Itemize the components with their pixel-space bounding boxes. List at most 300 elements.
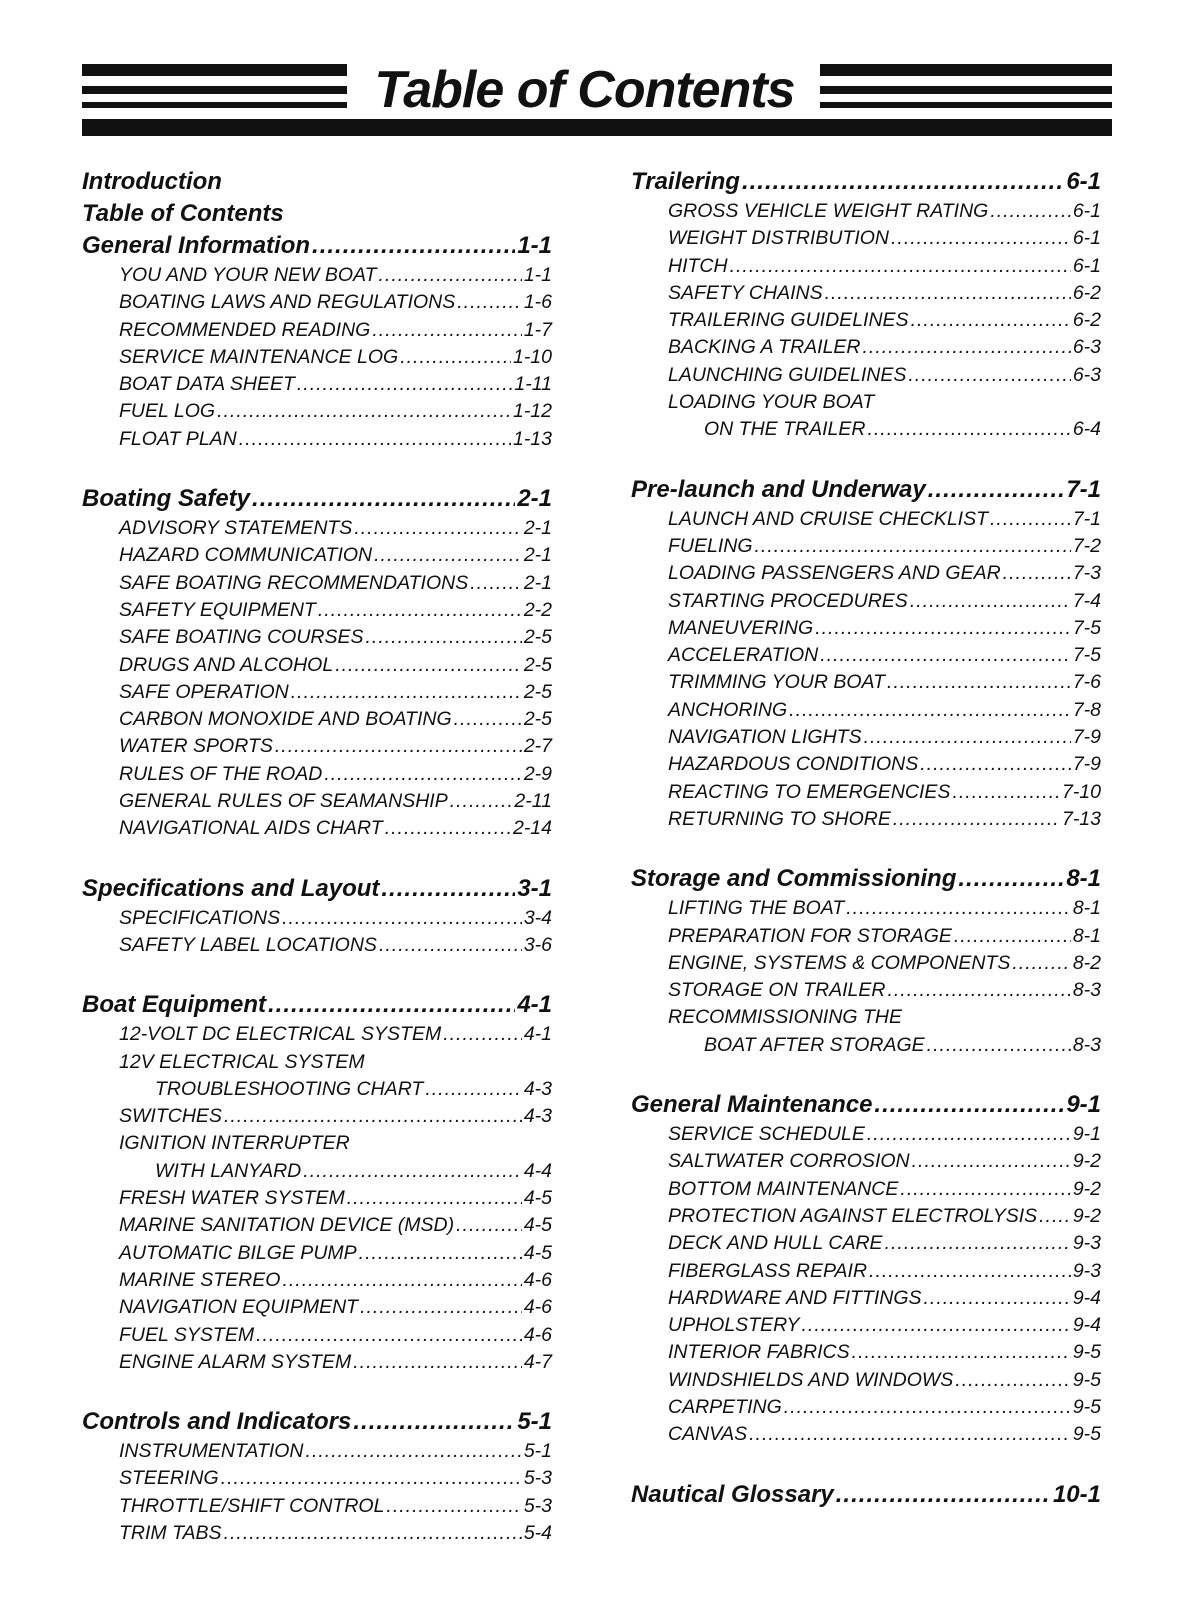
toc-section-page: 3-1 — [517, 874, 552, 902]
toc-item[interactable] — [82, 1465, 552, 1492]
dot-leader — [1003, 560, 1071, 587]
toc-item-page: 9-3 — [1072, 1232, 1101, 1255]
dot-leader — [379, 932, 522, 959]
toc-item-page: 3-4 — [523, 906, 552, 929]
toc-item-label: MARINE SANITATION DEVICE (MSD) — [119, 1214, 455, 1237]
dot-leader — [366, 624, 522, 651]
toc-item[interactable] — [631, 198, 1101, 225]
toc-section-entry[interactable] — [631, 474, 1101, 506]
dot-leader — [874, 1089, 1064, 1121]
toc-item-page: 7-13 — [1061, 807, 1101, 830]
toc-item-label: TRIM TABS — [119, 1521, 222, 1544]
toc-item-label: PROTECTION AGAINST ELECTROLYSIS — [668, 1204, 1038, 1227]
toc-item-label: BOAT DATA SHEET — [119, 373, 295, 396]
toc-item[interactable] — [631, 362, 1101, 389]
section-spacer — [82, 959, 552, 989]
toc-item[interactable] — [631, 923, 1101, 950]
toc-item[interactable] — [82, 426, 552, 453]
toc-item-page: 2-2 — [523, 598, 552, 621]
header-rule-right-top — [820, 64, 1112, 76]
toc-item[interactable] — [82, 597, 552, 624]
toc-item-label: WATER SPORTS — [119, 735, 273, 758]
toc-item-label: TRAILERING GUIDELINES — [668, 309, 909, 332]
toc-right-column — [631, 166, 1101, 1511]
toc-item[interactable] — [82, 1322, 552, 1349]
toc-item[interactable] — [82, 652, 552, 679]
dot-leader — [303, 1158, 522, 1185]
dot-leader — [928, 474, 1065, 506]
toc-item[interactable] — [82, 1493, 552, 1520]
dot-leader — [456, 1212, 522, 1239]
toc-item[interactable] — [82, 371, 552, 398]
toc-item[interactable] — [631, 779, 1101, 806]
header-rule-left-middle — [82, 86, 347, 94]
toc-item[interactable] — [631, 334, 1101, 361]
toc-item[interactable] — [82, 788, 552, 815]
toc-section-title: Specifications and Layout — [82, 874, 380, 902]
toc-item-label: 12-VOLT DC ELECTRICAL SYSTEM — [119, 1023, 442, 1046]
dot-leader — [836, 1479, 1051, 1511]
dot-leader — [282, 905, 522, 932]
toc-item-page: 5-3 — [523, 1494, 552, 1517]
dot-leader — [846, 895, 1071, 922]
toc-section-page: 4-1 — [517, 991, 552, 1019]
toc-item-label: YOU AND YOUR NEW BOAT — [119, 264, 377, 286]
toc-item[interactable] — [82, 515, 552, 542]
dot-leader — [425, 1076, 521, 1103]
toc-section-title: General Information — [82, 232, 311, 259]
toc-item-label: SAFE BOATING COURSES — [119, 626, 364, 649]
header-rule-right-bottom — [820, 102, 1112, 108]
toc-item[interactable] — [82, 624, 552, 651]
toc-left-column — [82, 166, 552, 1547]
toc-item-label: BOAT AFTER STORAGE — [704, 1033, 925, 1056]
toc-item-page: 2-5 — [523, 680, 552, 703]
toc-item-label: SERVICE MAINTENANCE LOG — [119, 345, 399, 368]
toc-section-title: Boating Safety — [82, 485, 251, 513]
dot-leader — [324, 761, 521, 788]
toc-item-page: 9-5 — [1072, 1368, 1101, 1391]
toc-item-continuation[interactable] — [631, 1032, 1101, 1059]
toc-item[interactable] — [631, 1230, 1101, 1257]
toc-item-label: FLOAT PLAN — [119, 427, 237, 450]
dot-leader — [852, 1339, 1071, 1366]
toc-item-page: 2-5 — [523, 626, 552, 649]
section-spacer — [82, 453, 552, 483]
toc-section-title: Controls and Indicators — [82, 1408, 352, 1436]
toc-item-page: 2-11 — [514, 790, 552, 813]
toc-item-label: BOATING LAWS AND REGULATIONS — [119, 291, 456, 314]
toc-item-label: AUTOMATIC BILGE PUMP — [119, 1241, 357, 1264]
toc-item-page: 7-9 — [1072, 726, 1101, 749]
toc-item[interactable] — [631, 615, 1101, 642]
toc-item[interactable] — [631, 1339, 1101, 1366]
toc-section-title: Nautical Glossary — [631, 1480, 834, 1508]
toc-item[interactable] — [631, 669, 1101, 696]
toc-section-page: 7-1 — [1066, 475, 1101, 503]
dot-leader — [306, 1438, 522, 1465]
dot-leader — [749, 1421, 1071, 1448]
toc-item-page: 6-3 — [1072, 336, 1101, 359]
toc-item-page: 4-5 — [523, 1241, 552, 1264]
toc-item-page: 7-5 — [1072, 644, 1101, 667]
toc-item[interactable] — [82, 542, 552, 569]
dot-leader — [952, 779, 1060, 806]
toc-item-label: STEERING — [119, 1467, 219, 1490]
toc-item[interactable] — [82, 1294, 552, 1321]
toc-item-page: 9-5 — [1072, 1341, 1101, 1364]
dot-leader — [443, 1021, 522, 1048]
toc-item-page: 6-1 — [1072, 254, 1101, 277]
toc-item-label: SERVICE SCHEDULE — [668, 1123, 865, 1146]
toc-section-entry[interactable] — [82, 230, 552, 262]
toc-item-label: HITCH — [668, 254, 728, 277]
toc-item-page: 6-4 — [1072, 418, 1101, 441]
dot-leader — [353, 1349, 522, 1376]
toc-item[interactable] — [631, 1367, 1101, 1394]
header-rule-left-bottom — [82, 102, 347, 108]
toc-item-label: LAUNCHING GUIDELINES — [668, 363, 907, 386]
dot-leader — [927, 1032, 1071, 1059]
toc-item-page: 4-5 — [523, 1187, 552, 1210]
toc-item-label: SAFETY EQUIPMENT — [119, 598, 316, 621]
toc-section-page: 8-1 — [1066, 865, 1101, 893]
toc-section-title: General Maintenance — [631, 1091, 873, 1119]
toc-item-label: ADVISORY STATEMENTS — [119, 517, 353, 540]
dot-leader — [1039, 1203, 1071, 1230]
toc-item[interactable] — [82, 815, 552, 842]
toc-item-label: RULES OF THE ROAD — [119, 762, 323, 785]
toc-item-page: 1-1 — [523, 264, 552, 286]
toc-item[interactable] — [631, 1312, 1101, 1339]
toc-item[interactable] — [631, 806, 1101, 833]
toc-item[interactable] — [82, 1240, 552, 1267]
toc-item[interactable] — [82, 317, 552, 344]
toc-item-page: 7-2 — [1072, 534, 1101, 557]
section-spacer — [631, 444, 1101, 474]
toc-section-title: Boat Equipment — [82, 991, 266, 1019]
toc-item-page: 2-9 — [523, 762, 552, 785]
dot-leader — [887, 977, 1070, 1004]
toc-item-label: UPHOLSTERY — [668, 1314, 800, 1337]
toc-item-label: WINDSHIELDS AND WINDOWS — [668, 1368, 954, 1391]
dot-leader — [217, 398, 511, 425]
dot-leader — [742, 166, 1064, 198]
toc-item[interactable]: IGNITION INTERRUPTER — [119, 1132, 350, 1155]
dot-leader — [381, 873, 515, 905]
toc-item-page: 6-1 — [1072, 227, 1101, 250]
toc-item[interactable] — [631, 642, 1101, 669]
dot-leader — [867, 416, 1070, 443]
toc-item-label: STARTING PROCEDURES — [668, 589, 908, 612]
toc-item[interactable] — [82, 761, 552, 788]
toc-item[interactable] — [82, 932, 552, 959]
toc-item-label: SAFETY LABEL LOCATIONS — [119, 933, 377, 956]
toc-item-page: 9-5 — [1072, 1395, 1101, 1418]
toc-item-page: 2-5 — [523, 653, 552, 676]
dot-leader — [359, 1240, 522, 1267]
dot-leader — [990, 198, 1070, 225]
toc-item-continuation[interactable] — [82, 1158, 552, 1185]
toc-item-label: WITH LANYARD — [155, 1159, 302, 1182]
toc-item[interactable]: 12V ELECTRICAL SYSTEM — [119, 1050, 365, 1073]
toc-item-label: SAFETY CHAINS — [668, 281, 823, 304]
toc-item[interactable] — [82, 262, 552, 289]
toc-item-label: INSTRUMENTATION — [119, 1440, 304, 1463]
toc-section-page: 10-1 — [1052, 1480, 1101, 1508]
dot-leader — [820, 642, 1071, 669]
dot-leader — [891, 225, 1071, 252]
toc-item-label: FUELING — [668, 534, 753, 557]
toc-item-label: PREPARATION FOR STORAGE — [668, 924, 952, 947]
toc-item-page: 7-3 — [1072, 562, 1101, 585]
toc-item[interactable] — [82, 1185, 552, 1212]
toc-item[interactable] — [631, 697, 1101, 724]
toc-item-label: LOADING PASSENGERS AND GEAR — [668, 562, 1001, 585]
toc-item[interactable] — [631, 1258, 1101, 1285]
dot-leader — [893, 806, 1060, 833]
toc-section-entry[interactable] — [82, 483, 552, 515]
toc-item-page: 8-3 — [1072, 979, 1101, 1002]
toc-item-label: MANEUVERING — [668, 616, 814, 639]
dot-leader — [920, 751, 1071, 778]
toc-item[interactable] — [82, 1520, 552, 1547]
toc-item-label: FUEL SYSTEM — [119, 1323, 255, 1346]
toc-item-page: 9-2 — [1072, 1177, 1101, 1200]
toc-item-page: 1-13 — [512, 427, 552, 450]
dot-leader — [863, 334, 1071, 361]
toc-item-label: ACCELERATION — [668, 644, 819, 667]
dot-leader — [801, 1312, 1070, 1339]
toc-item[interactable] — [82, 570, 552, 597]
dot-leader — [275, 733, 522, 760]
toc-item-page: 1-11 — [514, 373, 552, 396]
toc-item-label: HARDWARE AND FITTINGS — [668, 1286, 922, 1309]
dot-leader — [354, 515, 521, 542]
section-spacer — [631, 1059, 1101, 1089]
dot-leader — [224, 1103, 522, 1130]
dot-leader — [347, 1185, 522, 1212]
dot-leader — [911, 307, 1071, 334]
dot-leader — [825, 280, 1071, 307]
toc-item-continuation[interactable] — [82, 1076, 552, 1103]
toc-item[interactable] — [631, 280, 1101, 307]
toc-item-label: TRIMMING YOUR BOAT — [668, 671, 886, 694]
toc-item[interactable] — [82, 1021, 552, 1048]
toc-item[interactable] — [631, 506, 1101, 533]
toc-item-label: NAVIGATION LIGHTS — [668, 726, 862, 749]
toc-item[interactable] — [82, 905, 552, 932]
dot-leader — [291, 679, 522, 706]
dot-leader — [360, 1294, 522, 1321]
toc-item-page: 2-7 — [523, 735, 552, 758]
toc-item[interactable] — [82, 398, 552, 425]
toc-item-continuation[interactable] — [631, 416, 1101, 443]
toc-item[interactable] — [82, 706, 552, 733]
dot-leader — [374, 542, 522, 569]
toc-item-label: SWITCHES — [119, 1105, 222, 1128]
toc-item-page: 8-1 — [1072, 897, 1101, 920]
toc-item-page: 6-1 — [1072, 200, 1101, 222]
toc-item-label: DECK AND HULL CARE — [668, 1232, 883, 1255]
toc-item[interactable] — [631, 724, 1101, 751]
toc-item[interactable] — [631, 895, 1101, 922]
toc-item-page: 8-1 — [1072, 924, 1101, 947]
toc-item-page: 9-3 — [1072, 1259, 1101, 1282]
toc-item-page: 7-10 — [1061, 780, 1101, 803]
toc-item[interactable] — [631, 225, 1101, 252]
dot-leader — [450, 788, 513, 815]
toc-item[interactable] — [631, 533, 1101, 560]
toc-item-page: 9-5 — [1072, 1423, 1101, 1446]
toc-item[interactable] — [82, 1438, 552, 1465]
toc-item-label: FRESH WATER SYSTEM — [119, 1187, 345, 1210]
toc-item-label: CANVAS — [668, 1423, 748, 1446]
toc-item-label: HAZARD COMMUNICATION — [119, 544, 373, 567]
toc-item-page: 6-2 — [1072, 309, 1101, 332]
toc-item[interactable] — [631, 588, 1101, 615]
dot-leader — [268, 989, 515, 1021]
toc-item[interactable] — [631, 307, 1101, 334]
toc-section-entry[interactable] — [631, 863, 1101, 895]
toc-section-page: 6-1 — [1066, 168, 1101, 195]
toc-item-label: TROUBLESHOOTING CHART — [155, 1077, 424, 1100]
toc-section-heading[interactable]: Table of Contents — [82, 200, 284, 227]
dot-leader — [900, 1176, 1070, 1203]
toc-item-page: 6-3 — [1072, 363, 1101, 386]
toc-item-label: RETURNING TO SHORE — [668, 807, 891, 830]
toc-item-page: 7-1 — [1072, 507, 1101, 530]
toc-item-page: 4-6 — [523, 1296, 552, 1319]
dot-leader — [400, 344, 511, 371]
toc-section-entry[interactable] — [82, 873, 552, 905]
toc-item[interactable] — [631, 751, 1101, 778]
dot-leader — [221, 1465, 522, 1492]
toc-item-label: MARINE STEREO — [119, 1268, 281, 1291]
toc-item-page: 5-4 — [523, 1521, 552, 1544]
toc-item-page: 7-8 — [1072, 698, 1101, 721]
toc-item-label: STORAGE ON TRAILER — [668, 979, 886, 1002]
dot-leader — [470, 570, 522, 597]
dot-leader — [256, 1322, 522, 1349]
dot-leader — [784, 1394, 1071, 1421]
toc-section-page: 5-1 — [517, 1408, 552, 1436]
dot-leader — [318, 597, 522, 624]
dot-leader — [379, 262, 522, 289]
dot-leader — [239, 426, 511, 453]
toc-item-label: FIBERGLASS REPAIR — [668, 1259, 868, 1282]
toc-item-label: LAUNCH AND CRUISE CHECKLIST — [668, 507, 988, 530]
toc-section-heading[interactable]: Introduction — [82, 168, 222, 195]
toc-item-page: 7-6 — [1072, 671, 1101, 694]
toc-item-label: GENERAL RULES OF SEAMANSHIP — [119, 790, 448, 813]
toc-item-label: BOTTOM MAINTENANCE — [668, 1177, 899, 1200]
toc-item-page: 7-5 — [1072, 616, 1101, 639]
dot-leader — [924, 1285, 1071, 1312]
toc-item-label: NAVIGATION EQUIPMENT — [119, 1296, 359, 1319]
toc-item-page: 5-3 — [523, 1467, 552, 1490]
toc-item-label: SAFE BOATING RECOMMENDATIONS — [119, 571, 469, 594]
toc-item[interactable] — [82, 1267, 552, 1294]
toc-item-page: 1-6 — [523, 291, 552, 314]
dot-leader — [312, 230, 515, 262]
toc-item-page: 2-14 — [512, 817, 552, 840]
toc-section-entry[interactable] — [631, 1479, 1101, 1511]
toc-item-page: 7-9 — [1072, 753, 1101, 776]
toc-item-label: ENGINE ALARM SYSTEM — [119, 1350, 352, 1373]
header-rule-right-middle — [820, 86, 1112, 94]
toc-item-page: 4-6 — [523, 1323, 552, 1346]
toc-item[interactable] — [82, 1103, 552, 1130]
toc-section-entry[interactable] — [631, 1089, 1101, 1121]
toc-item-page: 1-10 — [512, 345, 552, 368]
dot-leader — [908, 362, 1070, 389]
dot-leader — [335, 652, 522, 679]
toc-item[interactable] — [82, 344, 552, 371]
toc-item-page: 4-7 — [523, 1350, 552, 1373]
toc-item-page: 4-5 — [523, 1214, 552, 1237]
toc-item-page: 9-2 — [1072, 1204, 1101, 1227]
toc-item[interactable] — [631, 1285, 1101, 1312]
toc-item[interactable] — [631, 560, 1101, 587]
toc-item[interactable]: RECOMMISSIONING THE — [668, 1006, 903, 1029]
page-header — [82, 61, 1112, 140]
toc-item-label: SPECIFICATIONS — [119, 906, 281, 929]
toc-item-page: 9-4 — [1072, 1286, 1101, 1309]
toc-item[interactable] — [631, 950, 1101, 977]
toc-item[interactable] — [82, 289, 552, 316]
toc-item[interactable] — [631, 1394, 1101, 1421]
toc-item[interactable] — [631, 253, 1101, 280]
toc-item[interactable] — [631, 1203, 1101, 1230]
toc-item[interactable] — [82, 733, 552, 760]
toc-section-entry[interactable] — [82, 1406, 552, 1438]
toc-item-page: 2-1 — [523, 517, 552, 540]
toc-item-page: 2-1 — [523, 544, 552, 567]
section-spacer — [82, 1376, 552, 1406]
dot-leader — [867, 1121, 1071, 1148]
toc-item-page: 4-3 — [523, 1077, 552, 1100]
toc-item-label: RECOMMENDED READING — [119, 318, 371, 341]
toc-item-label: THROTTLE/SHIFT CONTROL — [119, 1494, 385, 1517]
toc-item[interactable]: LOADING YOUR BOAT — [668, 391, 875, 414]
dot-leader — [454, 706, 522, 733]
toc-section-entry[interactable] — [82, 989, 552, 1021]
toc-section-title: Storage and Commissioning — [631, 865, 957, 893]
toc-item[interactable] — [631, 1121, 1101, 1148]
page-title: Table of Contents — [374, 61, 795, 119]
toc-item-page: 7-4 — [1072, 589, 1101, 612]
toc-item[interactable] — [631, 1421, 1101, 1448]
toc-item[interactable] — [631, 977, 1101, 1004]
toc-item-label: REACTING TO EMERGENCIES — [668, 780, 951, 803]
toc-item[interactable] — [631, 1176, 1101, 1203]
toc-section-entry[interactable] — [631, 166, 1101, 198]
toc-item[interactable] — [631, 1148, 1101, 1175]
dot-leader — [869, 1258, 1071, 1285]
toc-item-label: LIFTING THE BOAT — [668, 897, 845, 920]
toc-item-page: 1-7 — [523, 318, 552, 341]
dot-leader — [224, 1520, 522, 1547]
toc-item[interactable] — [82, 1212, 552, 1239]
dot-leader — [730, 253, 1071, 280]
toc-item-page: 8-3 — [1072, 1033, 1101, 1056]
toc-item[interactable] — [82, 679, 552, 706]
dot-leader — [910, 588, 1071, 615]
dot-leader — [755, 533, 1071, 560]
toc-item[interactable] — [82, 1349, 552, 1376]
toc-item-label: INTERIOR FABRICS — [668, 1341, 850, 1364]
